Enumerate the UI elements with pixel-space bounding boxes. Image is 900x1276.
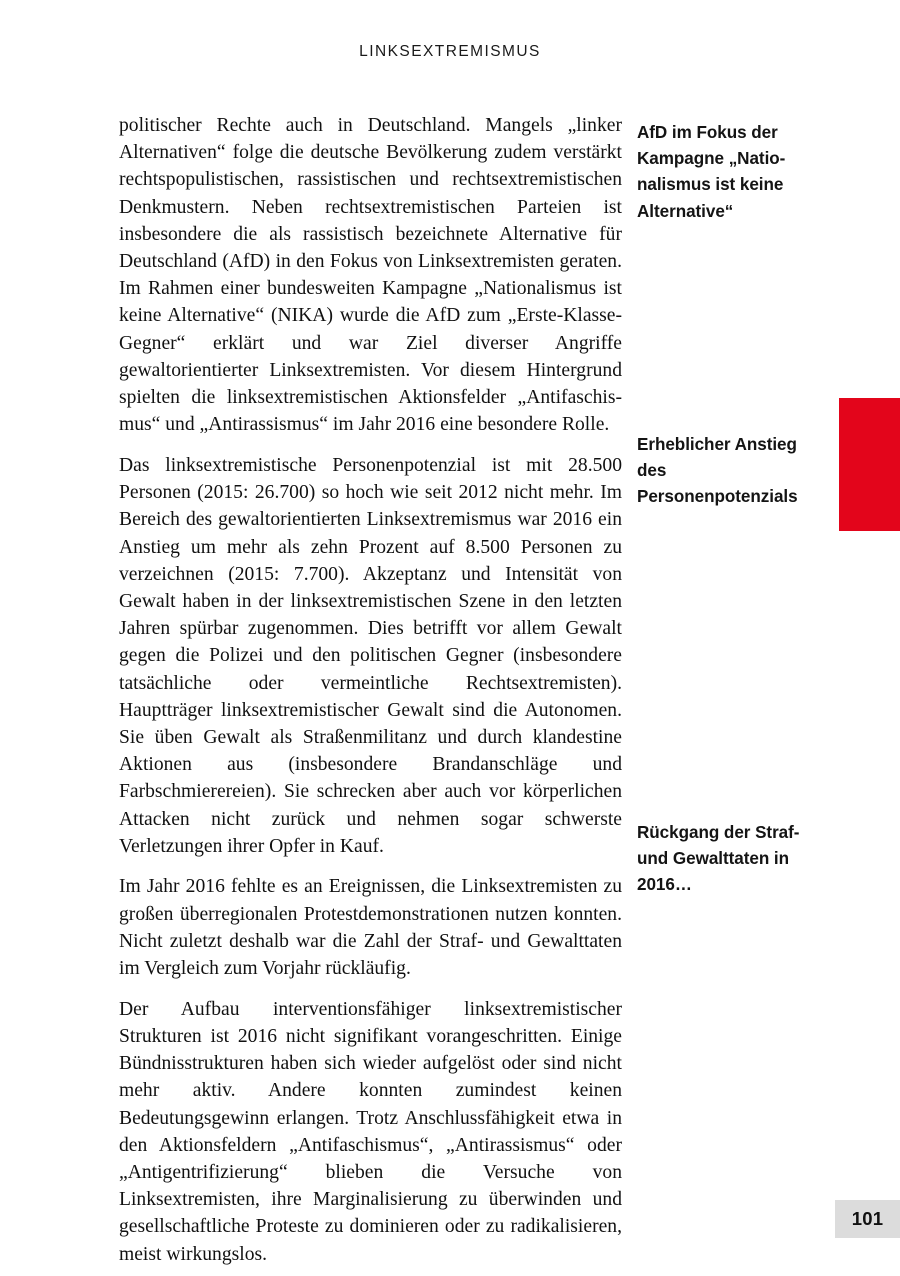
body-paragraph: Das linksextremistische Personenpotenzial ist mit 28.500 Personen (2015: 26.700) so hoch wie seit 2012 nicht mehr. Im Bereich des gewaltorientierten Linksextremismus war 2016 ein Anstieg um mehr als zehn Prozent auf 8.500 Personen zu verzeichnen (2015: 7.700). Akzeptanz und Intensität von Gewalt haben in der linksextremistischen Szene in den letzten Jahren spürbar zugenommen. Dies betrifft vor allem Gewalt gegen die Polizei und den politischen Gegner (insbesondere tatsächliche oder vermeintliche Rechtsextremisten). Hauptträger linksextremistischer Gewalt sind die Autonomen. Sie üben Gewalt als Straßenmilitanz und durch klandestine Aktionen aus (insbesondere Brandanschläge und Farbschmierereien). Sie schrecken aber auch vor körperlichen Attacken nicht zurück und nehmen sogar schwerste Verletzungen ihrer Opfer in Kauf. (119, 454, 622, 857)
body-paragraph: Im Jahr 2016 fehlte es an Ereignissen, die Linksextremisten zu großen überregionalen Protestdemonstrationen nutzen konnten. Nicht zuletzt deshalb war die Zahl der Straf- und Gewalttaten im Vergleich zum Vorjahr rückläufig. (119, 876, 622, 980)
page-number-box (835, 1200, 900, 1238)
chapter-color-tab (839, 398, 900, 531)
margin-note: Erheblicher Anstieg des Personenpotenzials (637, 435, 798, 507)
page-number: 101 (851, 1208, 884, 1229)
running-head: LINKSEXTREMISMUS (359, 43, 541, 60)
body-paragraph: Der Aufbau interventionsfähiger linksextremistischer Strukturen ist 2016 nicht signifikant vorangeschritten. Einige Bündnisstrukturen haben sich wieder aufgelöst oder sind nicht mehr aktiv. Andere konnten zumindest keinen Bedeutungsgewinn erlangen. Trotz Anschlussfähigkeit etwa in den Aktionsfeldern „Antifaschismus“, „Antirassismus“ oder „Antigentrifizierung“ blieben die Versuche von Linksextremisten, ihre Marginalisierung zu überwinden und gesellschaftliche Proteste zu dominieren oder zu radikalisieren, meist wirkungslos. (119, 998, 622, 1265)
margin-note: Rückgang der Straf- und Gewalttaten in 2016… (637, 823, 800, 895)
body-paragraph: politischer Rechte auch in Deutschland. Mangels „linker Alternativen“ folge die deutsche Bevölkerung zudem verstärkt rechtspopulistischen, rassistischen und rechtsextremistischen Denkmustern. Neben rechtsextremistischen Parteien ist insbesondere die als rassistisch bezeichnete Alternative für Deutschland (AfD) in den Fokus von Linksextremisten geraten. Im Rahmen einer bundesweiten Kampagne „Nationalismus ist keine Alternative“ (NIKA) wurde die AfD zum „Erste-Klasse-Gegner“ erklärt und war Ziel diverser Angriffe gewaltorientierter Linksextremisten. Vor diesem Hintergrund spielten die linksextremistischen Aktionsfelder „Antifaschismus“ und „Antirassismus“ im Jahr 2016 eine besondere Rolle. (119, 115, 622, 436)
body-text-column (119, 112, 622, 1268)
margin-note: AfD im Fokus der Kampagne „Nationalismus ist keine Alternative“ (637, 123, 786, 221)
